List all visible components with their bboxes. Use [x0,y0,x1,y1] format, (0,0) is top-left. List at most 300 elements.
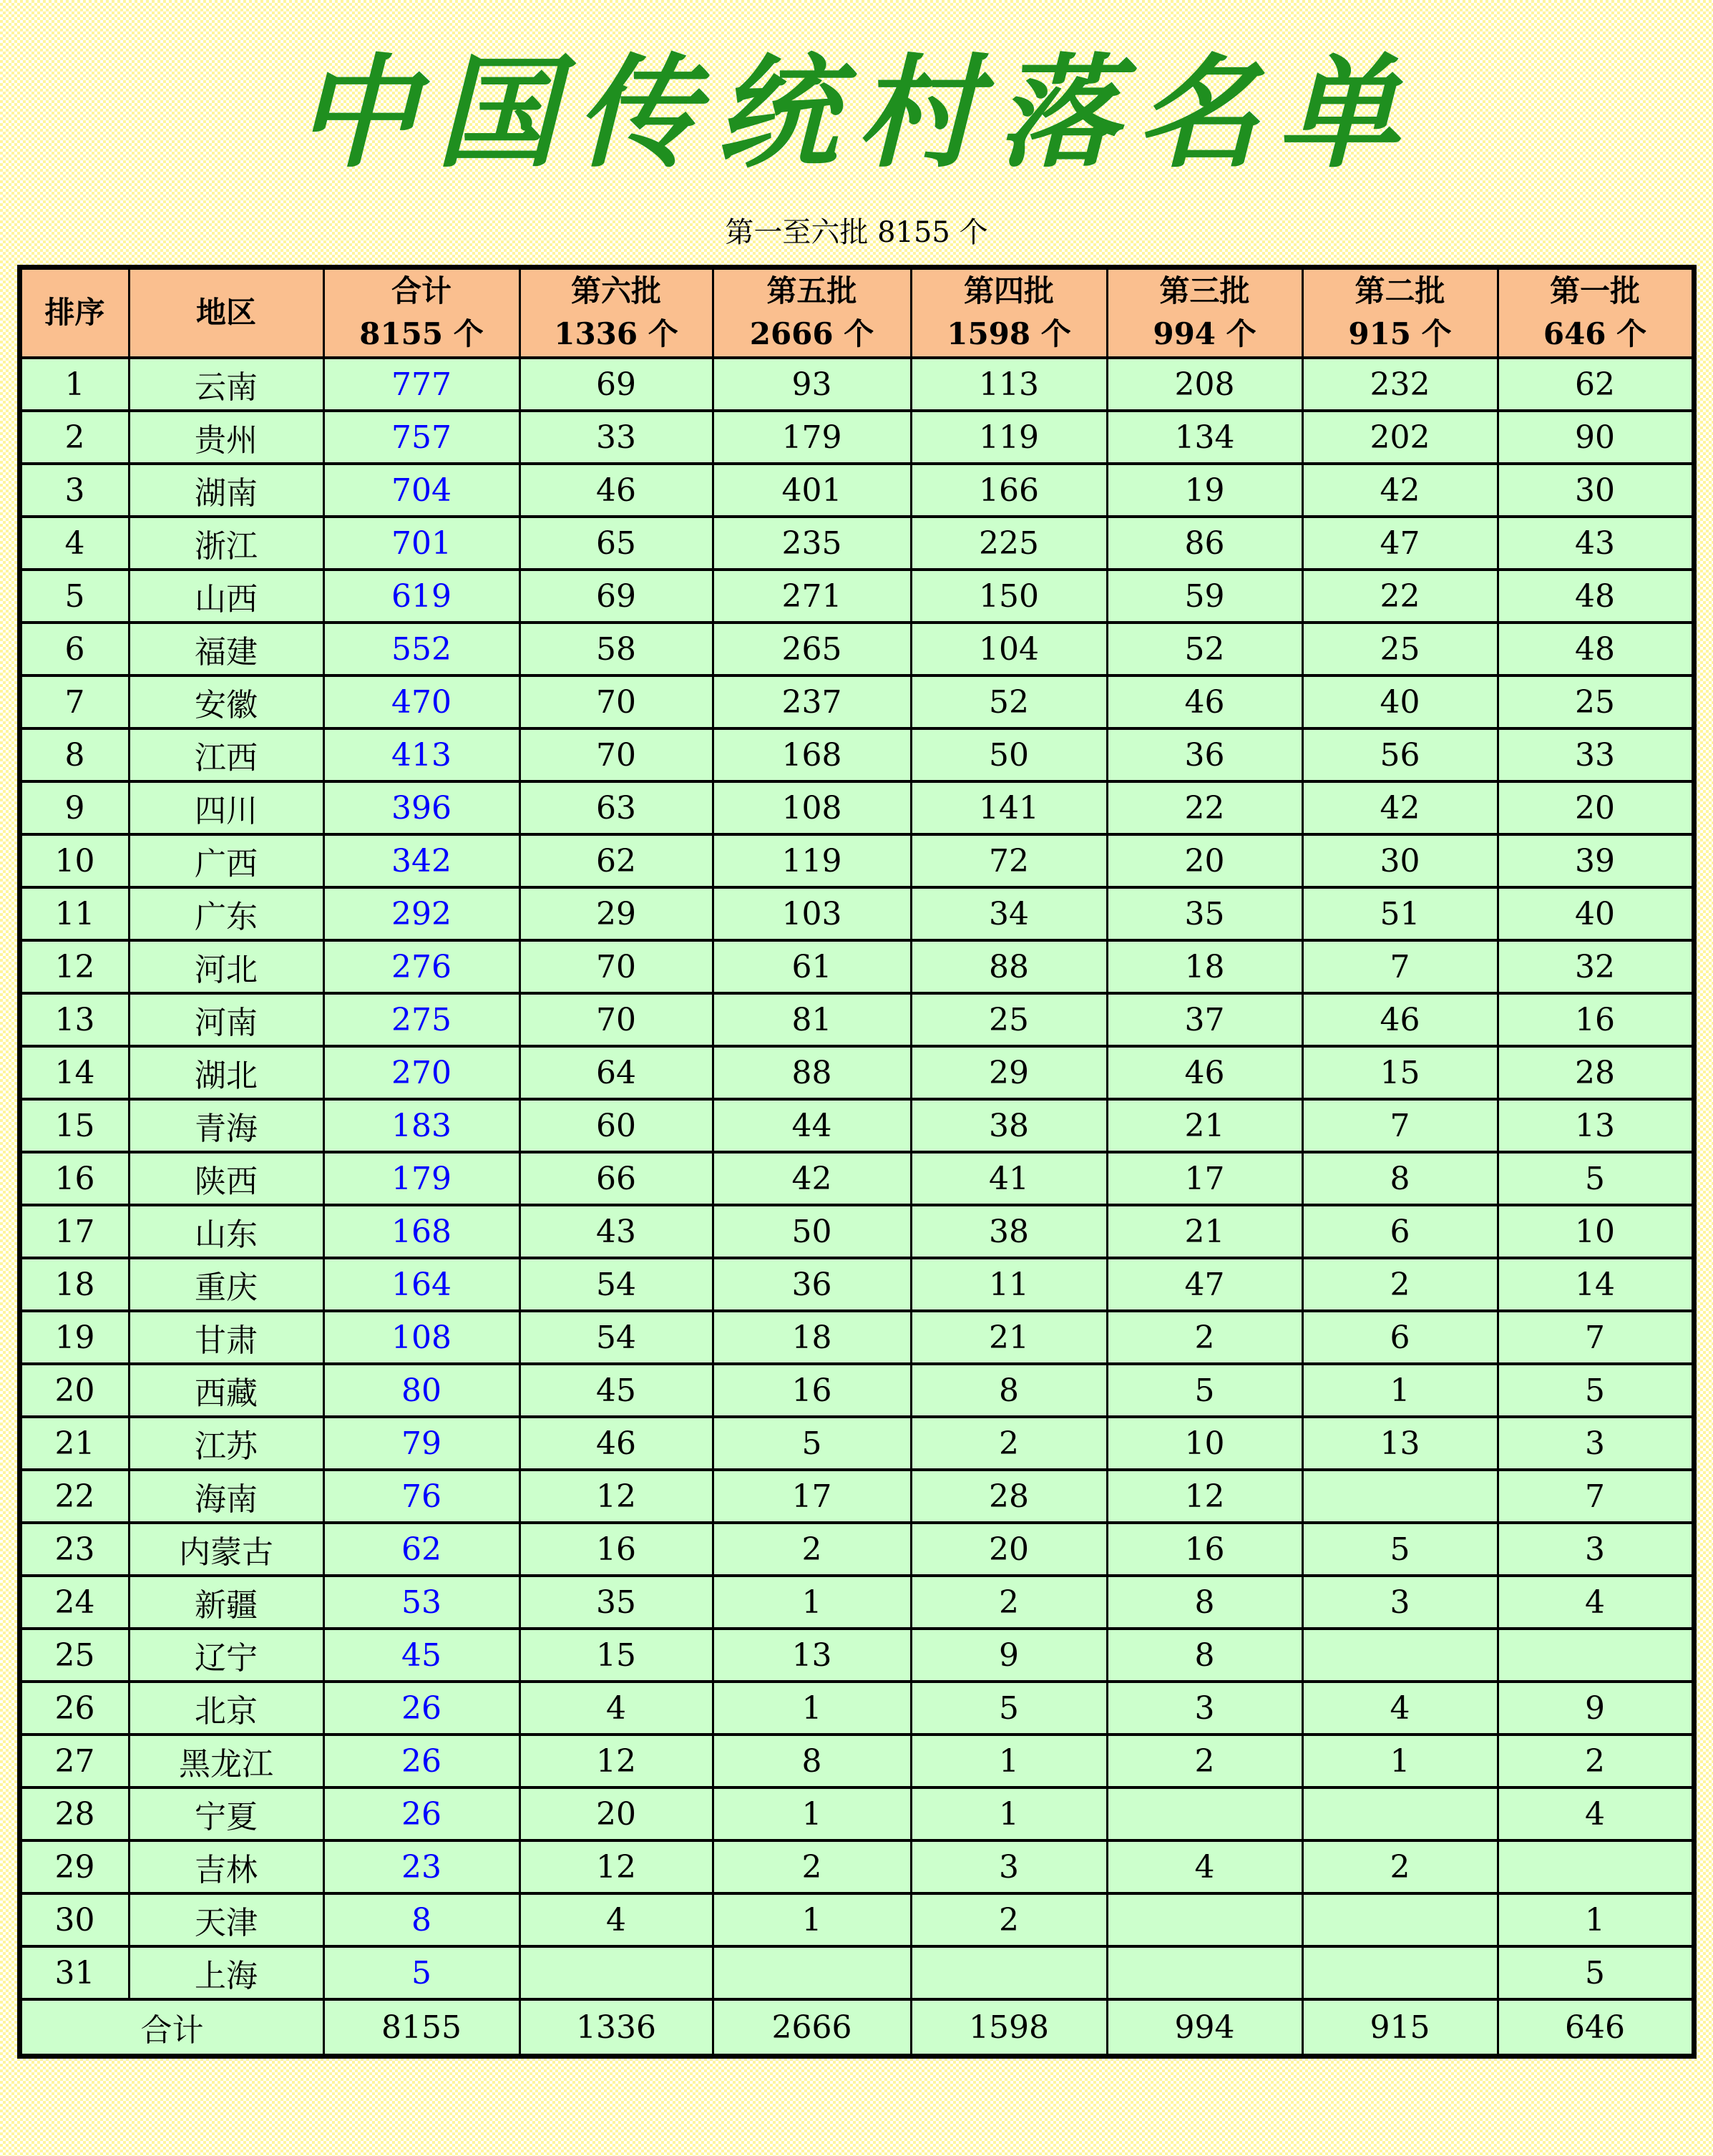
batch-value-cell: 47 [1302,517,1498,570]
table-row [19,1682,1694,1735]
table-row [19,1787,1694,1840]
batch-value-cell: 69 [519,358,713,411]
header-batch-2 [1302,267,1498,358]
batch-value-cell: 1 [713,1893,911,1946]
table-row [19,1364,1694,1417]
batch-value-cell: 119 [911,411,1107,464]
batch-value-cell: 8 [911,1364,1107,1417]
batch-value-cell: 52 [1107,623,1302,675]
region-cell: 山西 [129,570,323,623]
batch-value-cell: 70 [519,675,713,728]
table-row [19,517,1694,570]
batch-value-cell: 48 [1498,623,1694,675]
header-batch-3 [1107,267,1302,358]
batch-value-cell [1498,1840,1694,1893]
rank-cell: 6 [19,623,129,675]
batch-value-cell: 13 [1498,1099,1694,1152]
batch-value-cell: 7 [1498,1470,1694,1523]
total-cell: 8 [323,1893,519,1946]
batch-value-cell: 58 [519,623,713,675]
batch-value-cell: 30 [1498,464,1694,517]
region-cell: 海南 [129,1470,323,1523]
batch-value-cell [911,1946,1107,1999]
batch-value-cell: 93 [713,358,911,411]
batch-value-cell: 46 [519,1417,713,1470]
batch-value-cell: 8 [713,1735,911,1787]
rank-cell: 26 [19,1682,129,1735]
batch-value-cell: 86 [1107,517,1302,570]
batch-value-cell: 18 [713,1311,911,1364]
header-batch-5-count: 2666 个 [749,316,874,352]
batch-value-cell: 179 [713,411,911,464]
batch-value-cell: 28 [1498,1046,1694,1099]
region-cell: 新疆 [129,1576,323,1629]
table-row [19,728,1694,781]
batch-value-cell: 5 [1498,1152,1694,1205]
table-row [19,1629,1694,1682]
total-cell: 26 [323,1735,519,1787]
batch-value-cell: 3 [1498,1417,1694,1470]
batch-value-cell: 70 [519,993,713,1046]
page-title: 中国传统村落名单 [295,42,1417,185]
batch-value-cell: 108 [713,781,911,834]
batch-value-cell: 19 [1107,464,1302,517]
region-cell: 福建 [129,623,323,675]
region-cell: 贵州 [129,411,323,464]
batch-value-cell: 22 [1302,570,1498,623]
table-row [19,1258,1694,1311]
total-cell: 396 [323,781,519,834]
batch-value-cell: 3 [1498,1523,1694,1576]
batch-value-cell: 17 [713,1470,911,1523]
batch-value-cell: 35 [519,1576,713,1629]
table-row [19,1523,1694,1576]
batch-value-cell: 46 [519,464,713,517]
region-cell: 吉林 [129,1840,323,1893]
total-cell: 45 [323,1629,519,1682]
region-cell: 宁夏 [129,1787,323,1840]
batch-value-cell: 5 [911,1682,1107,1735]
page-subtitle: 第一至六批 8155 个 [725,215,988,249]
batch-value-cell: 46 [1107,675,1302,728]
batch-value-cell: 21 [1107,1205,1302,1258]
batch-value-cell: 5 [1498,1946,1694,1999]
total-cell: 292 [323,887,519,940]
batch-value-cell: 22 [1107,781,1302,834]
batch-value-cell: 141 [911,781,1107,834]
batch-value-cell [1302,1946,1498,1999]
region-cell: 陕西 [129,1152,323,1205]
batch-value-cell: 59 [1107,570,1302,623]
batch-value-cell: 32 [1498,940,1694,993]
rank-cell: 21 [19,1417,129,1470]
region-cell: 湖北 [129,1046,323,1099]
table-row [19,1946,1694,1999]
batch-value-cell: 54 [519,1311,713,1364]
batch-value-cell: 2 [1302,1258,1498,1311]
total-cell: 413 [323,728,519,781]
batch-value-cell: 44 [713,1099,911,1152]
header-total-count: 8155 个 [359,316,484,352]
batch-value-cell: 54 [519,1258,713,1311]
rank-cell: 12 [19,940,129,993]
table-row [19,570,1694,623]
batch-value-cell: 16 [519,1523,713,1576]
batch-value-cell: 25 [911,993,1107,1046]
header-batch-4-label: 第四批 [963,273,1054,308]
table-row [19,1735,1694,1787]
batch-value-cell: 48 [1498,570,1694,623]
footer-batch-5-value: 2666 [713,1999,911,2057]
batch-value-cell: 29 [519,887,713,940]
batch-value-cell: 45 [519,1364,713,1417]
rank-cell: 27 [19,1735,129,1787]
total-cell: 342 [323,834,519,887]
rank-cell: 18 [19,1258,129,1311]
batch-value-cell [1107,1946,1302,1999]
batch-value-cell: 103 [713,887,911,940]
batch-value-cell: 2 [713,1523,911,1576]
table-row [19,411,1694,464]
region-cell: 山东 [129,1205,323,1258]
batch-value-cell: 40 [1302,675,1498,728]
batch-value-cell: 7 [1302,940,1498,993]
header-batch-5 [713,267,911,358]
rank-cell: 2 [19,411,129,464]
batch-value-cell: 63 [519,781,713,834]
batch-value-cell: 46 [1107,1046,1302,1099]
header-batch-6 [519,267,713,358]
batch-value-cell: 7 [1302,1099,1498,1152]
batch-value-cell: 2 [1498,1735,1694,1787]
batch-value-cell: 43 [1498,517,1694,570]
rank-cell: 31 [19,1946,129,1999]
footer-total-label: 合计 [19,1999,323,2057]
batch-value-cell: 33 [1498,728,1694,781]
header-region: 地区 [129,267,323,358]
batch-value-cell: 225 [911,517,1107,570]
table-row [19,1311,1694,1364]
table-row [19,358,1694,411]
batch-value-cell: 37 [1107,993,1302,1046]
batch-value-cell: 17 [1107,1152,1302,1205]
batch-value-cell: 168 [713,728,911,781]
batch-value-cell: 119 [713,834,911,887]
region-cell: 四川 [129,781,323,834]
batch-value-cell: 401 [713,464,911,517]
rank-cell: 14 [19,1046,129,1099]
table-row [19,675,1694,728]
region-cell: 安徽 [129,675,323,728]
header-batch-6-count: 1336 个 [554,316,678,352]
rank-cell: 3 [19,464,129,517]
total-cell: 777 [323,358,519,411]
footer-batch-4-value: 1598 [911,1999,1107,2057]
region-cell: 江西 [129,728,323,781]
batch-value-cell: 1 [713,1576,911,1629]
table-row [19,1205,1694,1258]
rank-cell: 4 [19,517,129,570]
batch-value-cell: 42 [1302,781,1498,834]
batch-value-cell [1302,1787,1498,1840]
batch-value-cell: 13 [713,1629,911,1682]
total-cell: 26 [323,1682,519,1735]
batch-value-cell: 36 [713,1258,911,1311]
region-cell: 江苏 [129,1417,323,1470]
batch-value-cell: 8 [1107,1629,1302,1682]
table-row [19,464,1694,517]
batch-value-cell: 5 [1107,1364,1302,1417]
page-background [0,37,1713,2156]
header-batch-5-label: 第五批 [766,273,857,308]
batch-value-cell: 70 [519,940,713,993]
batch-value-cell: 166 [911,464,1107,517]
batch-value-cell: 21 [1107,1099,1302,1152]
batch-value-cell: 72 [911,834,1107,887]
footer-batch-3-value: 994 [1107,1999,1302,2057]
batch-value-cell: 4 [519,1682,713,1735]
batch-value-cell: 11 [911,1258,1107,1311]
batch-value-cell: 28 [911,1470,1107,1523]
batch-value-cell: 64 [519,1046,713,1099]
table-body [19,358,1694,1999]
batch-value-cell: 2 [911,1417,1107,1470]
region-cell: 广西 [129,834,323,887]
total-cell: 53 [323,1576,519,1629]
batch-value-cell: 6 [1302,1311,1498,1364]
table-row [19,1046,1694,1099]
table-row [19,1893,1694,1946]
batch-value-cell: 15 [519,1629,713,1682]
batch-value-cell: 134 [1107,411,1302,464]
table-row [19,1099,1694,1152]
batch-value-cell: 42 [1302,464,1498,517]
region-cell: 西藏 [129,1364,323,1417]
total-cell: 108 [323,1311,519,1364]
total-cell: 470 [323,675,519,728]
batch-value-cell: 20 [1498,781,1694,834]
total-cell: 168 [323,1205,519,1258]
region-cell: 黑龙江 [129,1735,323,1787]
batch-value-cell: 4 [519,1893,713,1946]
region-cell: 河南 [129,993,323,1046]
rank-cell: 8 [19,728,129,781]
table-row [19,1417,1694,1470]
batch-value-cell: 1 [1302,1364,1498,1417]
region-cell: 辽宁 [129,1629,323,1682]
batch-value-cell [1302,1470,1498,1523]
total-cell: 76 [323,1470,519,1523]
rank-cell: 9 [19,781,129,834]
footer-batch-6-value: 1336 [519,1999,713,2057]
batch-value-cell: 69 [519,570,713,623]
batch-value-cell: 16 [713,1364,911,1417]
rank-cell: 7 [19,675,129,728]
header-batch-1 [1498,267,1694,358]
rank-cell: 17 [19,1205,129,1258]
total-cell: 701 [323,517,519,570]
rank-cell: 24 [19,1576,129,1629]
total-cell: 164 [323,1258,519,1311]
total-cell: 276 [323,940,519,993]
batch-value-cell: 34 [911,887,1107,940]
table-row [19,887,1694,940]
batch-value-cell: 14 [1498,1258,1694,1311]
batch-value-cell: 65 [519,517,713,570]
batch-value-cell: 46 [1302,993,1498,1046]
batch-value-cell: 4 [1107,1840,1302,1893]
header-total-label: 合计 [391,273,452,308]
region-cell: 河北 [129,940,323,993]
region-cell: 重庆 [129,1258,323,1311]
batch-value-cell: 3 [1302,1576,1498,1629]
batch-value-cell: 51 [1302,887,1498,940]
region-cell: 浙江 [129,517,323,570]
batch-value-cell: 25 [1302,623,1498,675]
rank-cell: 22 [19,1470,129,1523]
total-cell: 704 [323,464,519,517]
header-batch-6-label: 第六批 [570,273,661,308]
batch-value-cell: 7 [1498,1311,1694,1364]
batch-value-cell: 235 [713,517,911,570]
header-batch-1-label: 第一批 [1549,273,1640,308]
batch-value-cell: 237 [713,675,911,728]
table-row [19,1840,1694,1893]
table-row [19,834,1694,887]
rank-cell: 28 [19,1787,129,1840]
batch-value-cell: 50 [911,728,1107,781]
header-batch-2-label: 第二批 [1355,273,1445,308]
region-cell: 天津 [129,1893,323,1946]
footer-batch-1-value: 646 [1498,1999,1694,2057]
table-footer-row [19,1999,1694,2057]
footer-batch-2-value: 915 [1302,1999,1498,2057]
table-row [19,623,1694,675]
batch-value-cell: 33 [519,411,713,464]
header-batch-4-count: 1598 个 [947,316,1071,352]
batch-value-cell: 5 [1498,1364,1694,1417]
batch-value-cell: 2 [911,1893,1107,1946]
rank-cell: 10 [19,834,129,887]
batch-value-cell [1107,1893,1302,1946]
batch-value-cell: 35 [1107,887,1302,940]
batch-value-cell: 66 [519,1152,713,1205]
table-row [19,1152,1694,1205]
region-cell: 甘肃 [129,1311,323,1364]
batch-value-cell: 88 [911,940,1107,993]
batch-value-cell [1498,1629,1694,1682]
total-cell: 5 [323,1946,519,1999]
batch-value-cell: 81 [713,993,911,1046]
batch-value-cell: 8 [1107,1576,1302,1629]
region-cell: 广东 [129,887,323,940]
batch-value-cell: 21 [911,1311,1107,1364]
batch-value-cell: 9 [911,1629,1107,1682]
rank-cell: 30 [19,1893,129,1946]
batch-value-cell: 4 [1302,1682,1498,1735]
total-cell: 79 [323,1417,519,1470]
batch-value-cell: 50 [713,1205,911,1258]
batch-value-cell: 2 [1107,1311,1302,1364]
batch-value-cell: 16 [1107,1523,1302,1576]
total-cell: 26 [323,1787,519,1840]
batch-value-cell: 30 [1302,834,1498,887]
batch-value-cell: 18 [1107,940,1302,993]
batch-value-cell: 47 [1107,1258,1302,1311]
total-cell: 23 [323,1840,519,1893]
total-cell: 552 [323,623,519,675]
batch-value-cell: 113 [911,358,1107,411]
batch-value-cell: 9 [1498,1682,1694,1735]
region-cell: 上海 [129,1946,323,1999]
batch-value-cell: 232 [1302,358,1498,411]
region-cell: 云南 [129,358,323,411]
batch-value-cell: 12 [519,1470,713,1523]
batch-value-cell: 2 [1302,1840,1498,1893]
batch-value-cell: 4 [1498,1576,1694,1629]
traditional-villages-table [17,265,1697,2059]
batch-value-cell: 62 [519,834,713,887]
rank-cell: 16 [19,1152,129,1205]
batch-value-cell: 12 [519,1735,713,1787]
rank-cell: 20 [19,1364,129,1417]
total-cell: 275 [323,993,519,1046]
batch-value-cell: 5 [1302,1523,1498,1576]
rank-cell: 5 [19,570,129,623]
total-cell: 179 [323,1152,519,1205]
rank-cell: 15 [19,1099,129,1152]
batch-value-cell: 202 [1302,411,1498,464]
batch-value-cell: 2 [713,1840,911,1893]
batch-value-cell: 8 [1302,1152,1498,1205]
batch-value-cell: 10 [1107,1417,1302,1470]
batch-value-cell: 6 [1302,1205,1498,1258]
batch-value-cell: 15 [1302,1046,1498,1099]
batch-value-cell: 3 [911,1840,1107,1893]
batch-value-cell: 5 [713,1417,911,1470]
batch-value-cell: 1 [911,1787,1107,1840]
batch-value-cell: 1 [713,1682,911,1735]
batch-value-cell [1302,1629,1498,1682]
batch-value-cell: 39 [1498,834,1694,887]
rank-cell: 29 [19,1840,129,1893]
batch-value-cell: 2 [911,1576,1107,1629]
batch-value-cell: 61 [713,940,911,993]
rank-cell: 11 [19,887,129,940]
total-cell: 619 [323,570,519,623]
table-row [19,781,1694,834]
batch-value-cell: 1 [713,1787,911,1840]
rank-cell: 23 [19,1523,129,1576]
footer-total-value: 8155 [323,1999,519,2057]
header-batch-1-count: 646 个 [1543,316,1647,352]
batch-value-cell: 3 [1107,1682,1302,1735]
batch-value-cell: 41 [911,1152,1107,1205]
batch-value-cell: 10 [1498,1205,1694,1258]
total-cell: 62 [323,1523,519,1576]
batch-value-cell: 20 [519,1787,713,1840]
batch-value-cell: 40 [1498,887,1694,940]
rank-cell: 25 [19,1629,129,1682]
batch-value-cell [713,1946,911,1999]
header-total [323,267,519,358]
batch-value-cell: 25 [1498,675,1694,728]
batch-value-cell: 20 [1107,834,1302,887]
region-cell: 北京 [129,1682,323,1735]
batch-value-cell: 12 [1107,1470,1302,1523]
batch-value-cell: 29 [911,1046,1107,1099]
batch-value-cell: 90 [1498,411,1694,464]
